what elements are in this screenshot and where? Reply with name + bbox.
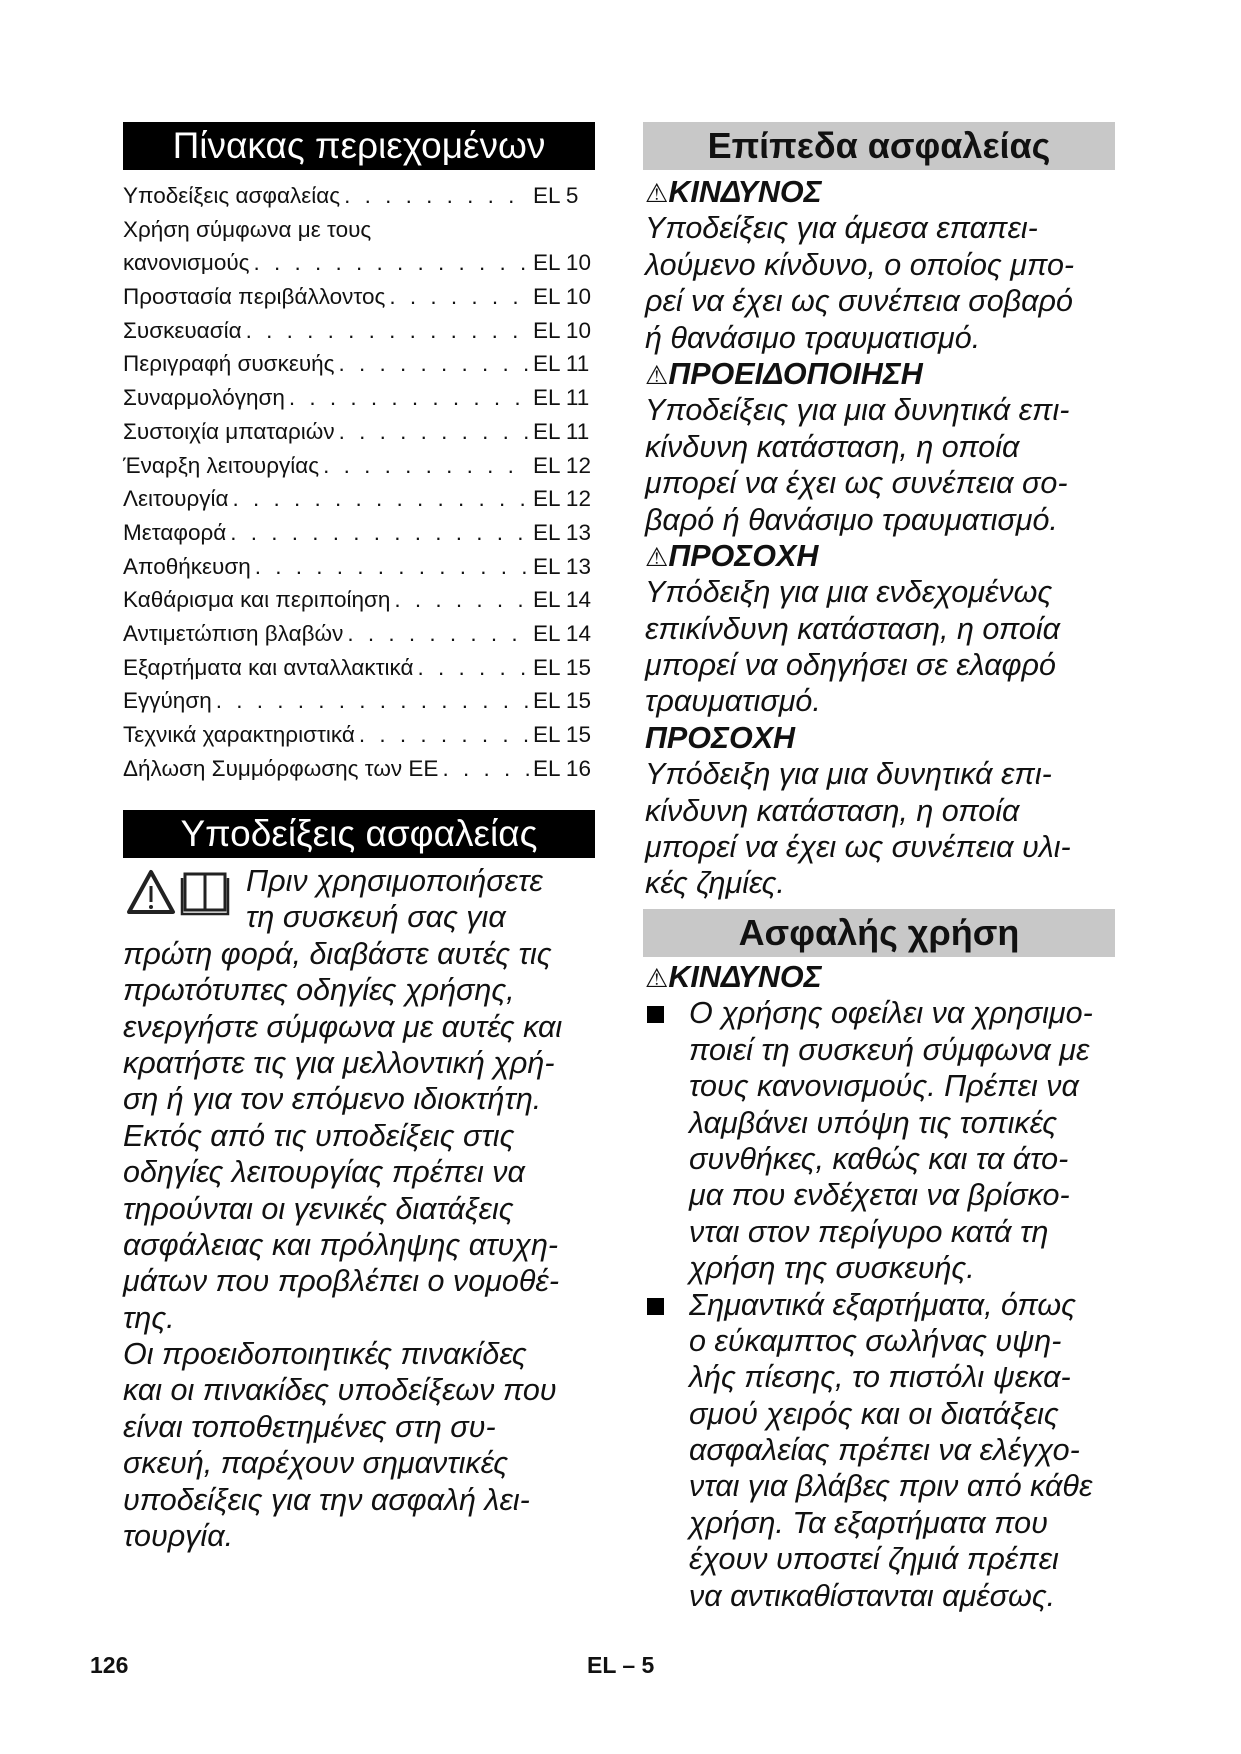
toc-entry-label: Εξαρτήματα και ανταλλακτικά: [123, 654, 414, 680]
safe-use-heading: Ασφαλής χρήση: [643, 909, 1115, 957]
toc-entry[interactable]: [123, 347, 595, 381]
text-line: έχουν υποστεί ζημιά πρέπει: [689, 1542, 1059, 1577]
text-line: χρήση της συσκευής.: [689, 1251, 975, 1286]
dot-leader: [323, 449, 529, 483]
safety-text: [123, 863, 603, 1554]
text-line: κίνδυνη κατάσταση, η οποία: [645, 793, 1020, 828]
text-line: ή θανάσιμο τραυματισμό.: [645, 320, 981, 355]
text-line: μπορεί να οδηγήσει σε ελαφρό: [645, 648, 1056, 683]
toc-entry-label: Καθάρισμα και περιποίηση: [123, 587, 391, 613]
toc-entry-page: EL 10: [533, 250, 591, 276]
warning-label: ΚΙΝΔΥΝΟΣ: [668, 960, 822, 994]
toc-entry-page: EL 11: [533, 418, 590, 444]
warning-triangle-icon: ⚠: [645, 963, 669, 993]
toc-entry-label: κανονισμούς: [123, 250, 250, 276]
warning-label: ΠΡΟΣΟΧΗ: [645, 720, 796, 755]
warning-label: ΠΡΟΕΙΔΟΠΟΙΗΣΗ: [668, 356, 923, 391]
text-line: επικίνδυνη κατάσταση, η οποία: [645, 611, 1061, 646]
warning-heading: [645, 959, 1145, 995]
text-line: χρήση. Τα εξαρτήματα που: [689, 1505, 1048, 1540]
dot-leader: [394, 583, 529, 617]
toc-entry[interactable]: [123, 752, 595, 786]
text-line: υποδείξεις για την ασφαλή λει-: [123, 1482, 530, 1517]
toc-entry-page: EL 5: [533, 183, 579, 208]
text-line: λούμενο κίνδυνο, ο οποίος μπο-: [645, 247, 1075, 282]
text-line: είναι τοποθετημένες στη συ-: [123, 1409, 496, 1444]
toc-entry[interactable]: [123, 583, 595, 617]
toc-entry-page: EL 11: [533, 385, 590, 411]
warning-heading: [645, 356, 1135, 392]
toc-entry[interactable]: [123, 718, 595, 752]
toc-entry-label: Εγγύηση: [123, 688, 212, 714]
toc-entry-label: Δήλωση Συμμόρφωσης των ΕΕ: [123, 755, 439, 781]
dot-leader: [289, 381, 529, 415]
toc-entry-label: Συσκευασία: [123, 317, 242, 343]
warning-heading: [645, 720, 1135, 756]
toc-entry-page: EL 14: [533, 587, 591, 613]
toc-entry-page: EL 11: [533, 351, 590, 377]
dot-leader: [442, 752, 529, 786]
text-line: πρώτη φορά, διαβάστε αυτές τις: [123, 936, 552, 971]
page-number: 126: [90, 1652, 129, 1678]
text-line: ο εύκαμπτος σωλήνας υψη-: [689, 1323, 1062, 1358]
toc-entry[interactable]: [123, 684, 595, 718]
warning-label: ΚΙΝΔΥΝΟΣ: [668, 175, 822, 209]
text-line: μπορεί να έχει ως συνέπεια σο-: [645, 466, 1068, 501]
text-line: τουργία.: [123, 1519, 234, 1554]
toc-entry-page: EL 10: [533, 284, 591, 310]
text-line: ποιεί τη συσκευή σύμφωνα με: [689, 1032, 1090, 1067]
toc-entry-label: Μεταφορά: [123, 519, 227, 545]
toc-entry[interactable]: [123, 381, 595, 415]
text-line: τη συσκευή σας για: [246, 900, 506, 935]
bullet-square-icon: [647, 1006, 664, 1023]
safety-levels: [645, 174, 1135, 902]
warning-triangle-icon: ⚠: [645, 178, 669, 208]
toc-entry-page: EL 13: [533, 519, 591, 545]
toc-entry[interactable]: [123, 179, 595, 213]
text-line: Υπόδειξη για μια δυνητικά επι-: [645, 757, 1052, 792]
text-line: ασφάλειας και πρόληψης ατυχη-: [123, 1227, 559, 1262]
text-line: Ο χρήσης οφείλει να χρησιμο-: [689, 996, 1093, 1031]
text-line: Εκτός από τις υποδείξεις στις: [123, 1118, 515, 1153]
dot-leader: [246, 314, 529, 348]
toc-entry[interactable]: [123, 482, 595, 516]
text-line: ασφαλείας πρέπει να ελέγχο-: [689, 1433, 1080, 1468]
toc-entry[interactable]: [123, 246, 595, 280]
text-line: Σημαντικά εξαρτήματα, όπως: [689, 1287, 1076, 1322]
toc-entry[interactable]: [123, 651, 595, 685]
toc-entry-label: Αποθήκευση: [123, 553, 251, 579]
warning-triangle-icon: ⚠: [645, 359, 669, 390]
dot-leader: [233, 482, 529, 516]
levels-heading: Επίπεδα ασφαλείας: [643, 122, 1115, 170]
text-line: να αντικαθίστανται αμέσως.: [689, 1578, 1056, 1613]
text-line: Οι προειδοποιητικές πινακίδες: [123, 1337, 527, 1372]
toc-entry-label: Αντιμετώπιση βλαβών: [123, 620, 344, 646]
toc-entry-page: EL 13: [533, 553, 591, 579]
toc-entry-label: Συστοιχία μπαταριών: [123, 418, 335, 444]
toc-entry-page: EL 14: [533, 620, 591, 646]
text-line: Υποδείξεις για άμεσα επαπει-: [645, 211, 1038, 246]
toc-entry-label: Περιγραφή συσκευής: [123, 351, 335, 377]
dot-leader: [359, 718, 529, 752]
text-line: λής πίεσης, το πιστόλι ψεκα-: [689, 1360, 1071, 1395]
text-line: τους κανονισμούς. Πρέπει να: [689, 1069, 1079, 1104]
toc-entry-page: EL 15: [533, 688, 591, 714]
bullet-item: [645, 1287, 1145, 1615]
dot-leader: [216, 684, 529, 718]
text-line: μα που ενδέχεται να βρίσκο-: [689, 1178, 1070, 1213]
text-line: Υπόδειξη για μια ενδεχομένως: [645, 575, 1053, 610]
toc-entry-label: Λειτουργία: [123, 486, 229, 512]
section-page: EL – 5: [587, 1652, 655, 1678]
text-line: ενεργήστε σύμφωνα με αυτές και: [123, 1009, 563, 1044]
warning-label: ΠΡΟΣΟΧΗ: [668, 538, 819, 573]
text-line: σμού χειρός και οι διατάξεις: [689, 1396, 1059, 1431]
text-line: λαμβάνει υπόψη τις τοπικές: [689, 1105, 1058, 1140]
toc-entry-page: EL 10: [533, 317, 591, 343]
warning-heading: [645, 538, 1135, 574]
bullet-item: [645, 995, 1145, 1286]
text-line: κίνδυνη κατάσταση, η οποία: [645, 429, 1020, 464]
toc-entry-page: EL 15: [533, 654, 591, 680]
dot-leader: [418, 651, 529, 685]
toc-entry[interactable]: [123, 449, 595, 483]
toc-entry[interactable]: [123, 516, 595, 550]
toc-entry-page: EL 12: [533, 486, 591, 512]
text-line: και οι πινακίδες υποδείξεων που: [123, 1373, 557, 1408]
toc-entry[interactable]: [123, 314, 595, 348]
toc-entry-label: Έναρξη λειτουργίας: [123, 452, 320, 478]
text-line: τηρούνται οι γενικές διατάξεις: [123, 1191, 514, 1226]
safety-heading: Υποδείξεις ασφαλείας: [123, 810, 595, 858]
text-line: ρεί να έχει ως συνέπεια σοβαρό: [645, 284, 1073, 319]
dot-leader: [389, 280, 529, 314]
text-line: της.: [123, 1300, 175, 1335]
toc-entry-label: Τεχνικά χαρακτηριστικά: [123, 722, 355, 747]
warning-triangle-icon: ⚠: [645, 541, 669, 572]
dot-leader: [230, 516, 529, 550]
text-line: Υποδείξεις για μια δυνητικά επι-: [645, 393, 1070, 428]
text-line: μάτων που προβλέπει ο νομοθέ-: [123, 1264, 559, 1299]
toc-entry-page: EL 15: [533, 722, 591, 747]
text-line: μπορεί να έχει ως συνέπεια υλι-: [645, 830, 1071, 865]
warning-heading: [645, 174, 1135, 210]
toc-entry-label: Προστασία περιβάλλοντος: [123, 284, 386, 310]
text-line: Πριν χρησιμοποιήσετε: [246, 864, 543, 898]
toc-entry-page: EL 12: [533, 452, 591, 478]
dot-leader: [339, 347, 529, 381]
toc-heading: Πίνακας περιεχομένων: [123, 122, 595, 170]
table-of-contents: [123, 179, 595, 785]
dot-leader: [344, 179, 529, 213]
text-line: νται στον περίγυρο κατά τη: [689, 1214, 1049, 1249]
dot-leader: [255, 550, 529, 584]
toc-entry[interactable]: [123, 617, 595, 651]
text-line: οδηγίες λειτουργίας πρέπει να: [123, 1155, 525, 1190]
text-line: ση ή για τον επόμενο ιδιοκτήτη.: [123, 1082, 542, 1117]
text-line: νται για βλάβες πριν από κάθε: [689, 1469, 1093, 1504]
text-line: πρωτότυπες οδηγίες χρήσης,: [123, 973, 515, 1008]
toc-entry[interactable]: [123, 415, 595, 449]
toc-entry[interactable]: [123, 550, 595, 584]
text-line: τραυματισμό.: [645, 684, 821, 719]
toc-entry-page: EL 16: [533, 755, 591, 781]
text-line: κές ζημίες.: [645, 866, 785, 901]
toc-entry[interactable]: [123, 213, 595, 247]
text-line: σκευή, παρέχουν σημαντικές: [123, 1446, 509, 1481]
toc-entry-label: Χρήση σύμφωνα με τους: [123, 216, 372, 242]
toc-entry-label: Υποδείξεις ασφαλείας: [123, 183, 341, 208]
text-line: συνθήκες, καθώς και τα άτο-: [689, 1141, 1069, 1176]
text-line: κρατήστε τις για μελλοντική χρή-: [123, 1045, 555, 1080]
dot-leader: [347, 617, 529, 651]
bullet-square-icon: [647, 1298, 664, 1315]
text-line: βαρό ή θανάσιμο τραυματισμό.: [645, 502, 1058, 537]
toc-entry-label: Συναρμολόγηση: [123, 385, 285, 411]
dot-leader: [339, 415, 529, 449]
toc-entry[interactable]: [123, 280, 595, 314]
dot-leader: [254, 246, 529, 280]
safe-use-section: [645, 959, 1145, 1614]
